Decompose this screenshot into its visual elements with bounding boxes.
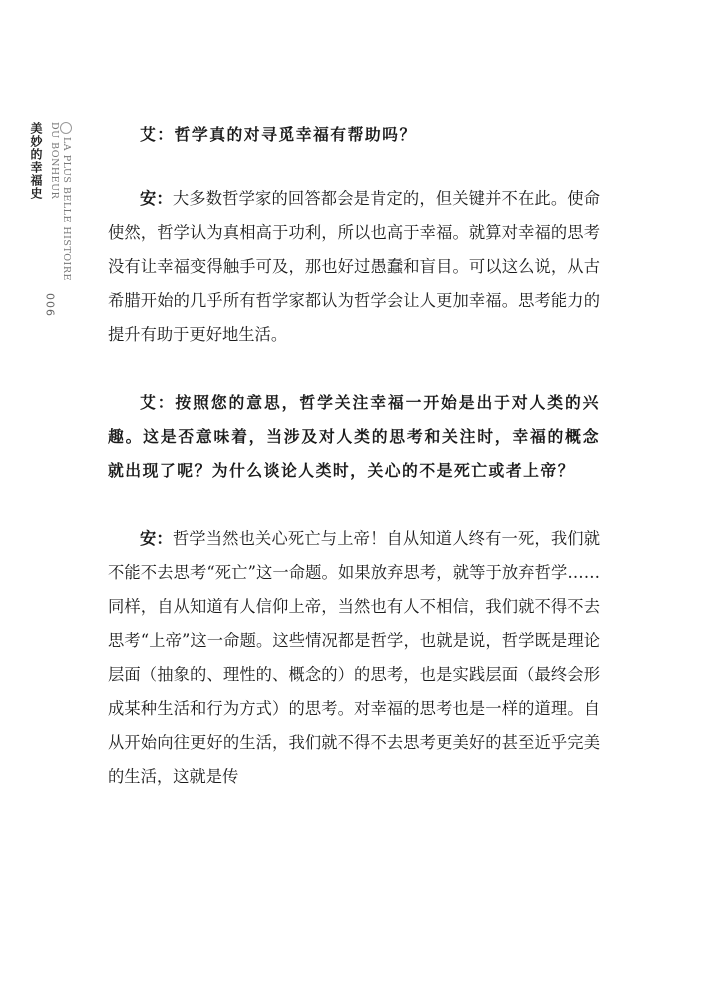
running-header <box>28 122 72 317</box>
book-title: 美妙的幸福史 <box>29 122 43 200</box>
publisher-logo-icon <box>60 122 72 134</box>
paragraph-text: 按照您的意思，哲学关注幸福一开始是出于对人类的兴趣。这是否意味着，当涉及对人类的思考和关注时，幸福的概念就出现了呢？为什么谈论人类时，关心的不是死亡或者上帝？ <box>108 393 600 480</box>
speaker-label: 安： <box>140 189 173 208</box>
paragraph-text: 大多数哲学家的回答都会是肯定的，但关键并不在此。使命使然，哲学认为真相高于功利，所以也高于幸福。就算对幸福的思考没有让幸福变得触手可及，那也好过愚蠢和盲目。可以这么说，从古希腊开始的几乎所有哲学家都认为哲学会让人更加幸福。思考能力的提升有助于更好地生活。 <box>108 189 600 344</box>
question-paragraph <box>108 386 600 488</box>
paragraph-text: 哲学真的对寻觅幸福有帮助吗？ <box>174 125 417 144</box>
book-title-latin-line-1: LA PLUS BELLE HISTOIRE <box>61 137 72 281</box>
question-paragraph <box>108 118 600 152</box>
page-body <box>108 118 600 828</box>
page-number: 006 <box>43 292 57 317</box>
speaker-label: 艾： <box>140 125 175 144</box>
running-header-row <box>28 122 72 281</box>
answer-paragraph <box>108 522 600 794</box>
answer-paragraph <box>108 182 600 352</box>
book-title-latin-line-2: DU BONHEUR <box>49 122 60 200</box>
book-title-latin <box>48 122 72 281</box>
speaker-label: 艾： <box>140 393 176 412</box>
speaker-label: 安： <box>140 529 173 548</box>
paragraph-text: 哲学当然也关心死亡与上帝！自从知道人终有一死，我们就不能不去思考“死亡”这一命题。如果放弃思考，就等于放弃哲学……同样，自从知道有人信仰上帝，当然也有人不相信，我们就不得不去思考“上帝”这一命题。这些情况都是哲学，也就是说，哲学既是理论层面（抽象的、理性的、概念的）的思考，也是实践层面（最终会形成某种生活和行为方式）的思考。对幸福的思考也是一样的道理。自从开始向往更好的生活，我们就不得不去思考更美好的甚至近乎完美的生活，这就是传 <box>108 529 600 786</box>
